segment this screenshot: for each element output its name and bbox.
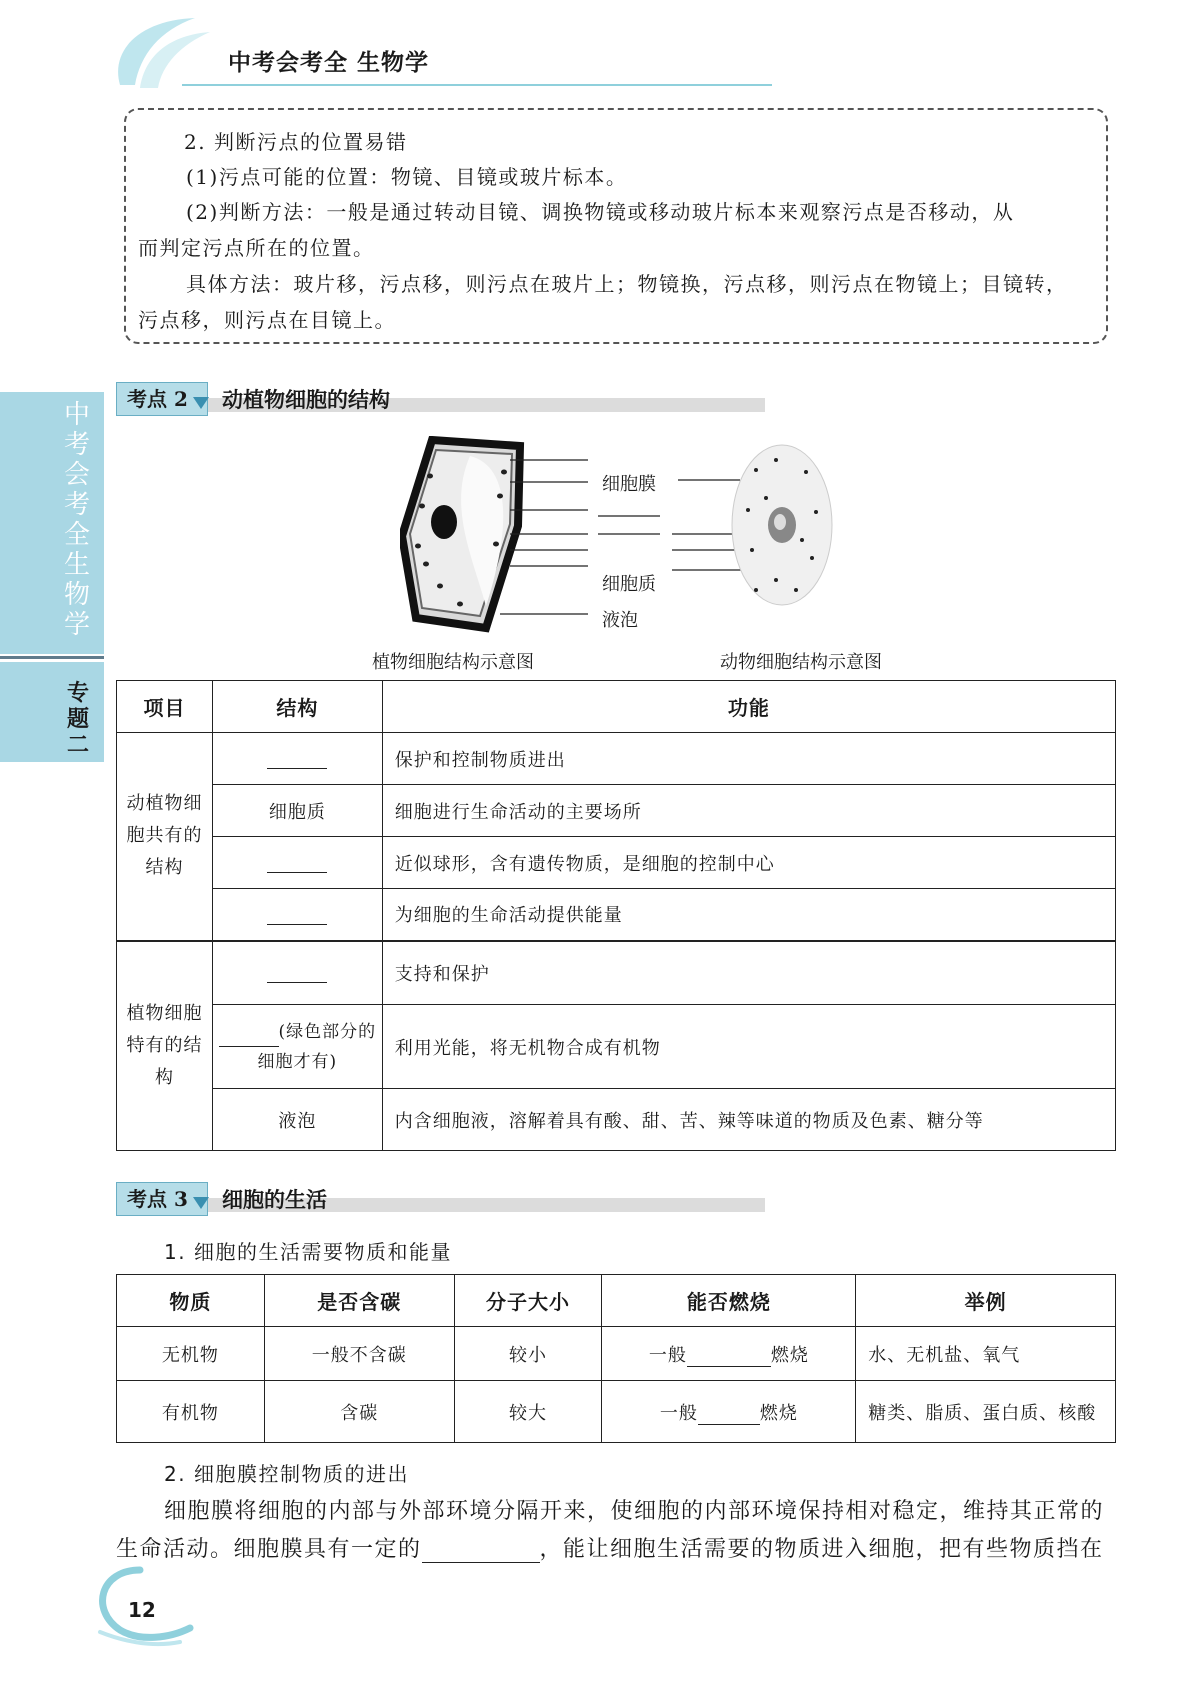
header-title: 中考会考全 生物学 (228, 49, 430, 76)
section2-tag-text: 考点 2 (127, 387, 188, 411)
function-cell: 支持和保护 (382, 941, 1115, 1005)
col-header-burn: 能否燃烧 (602, 1275, 856, 1327)
structure-cell: 细胞质 (212, 785, 382, 837)
col-header-structure: 结构 (212, 681, 382, 733)
function-cell: 内含细胞液，溶解着具有酸、甜、苦、辣等味道的物质及色素、糖分等 (382, 1089, 1115, 1151)
function-cell: 近似球形，含有遗传物质，是细胞的控制中心 (382, 837, 1115, 889)
animal-cell-diagram (726, 440, 838, 610)
burn-prefix: 一般 (648, 1344, 687, 1366)
function-cell: 利用光能，将无机物合成有机物 (382, 1005, 1115, 1089)
col-header-function: 功能 (382, 681, 1115, 733)
substance-table (116, 1274, 1116, 1443)
section2-title: 动植物细胞的结构 (222, 387, 390, 412)
paragraph-line-2 (116, 1532, 1104, 1563)
burn-suffix: 燃烧 (770, 1344, 809, 1366)
side-tab-chapter: 专题二 (66, 680, 89, 758)
cell-structure-table (116, 680, 1116, 1151)
function-cell: 为细胞的生命活动提供能量 (382, 889, 1115, 941)
group-plant-only: 植物细胞特有的结构 (117, 941, 213, 1151)
col-header-item: 项目 (117, 681, 213, 733)
answer-blank[interactable] (422, 1540, 540, 1563)
substance-name: 有机物 (117, 1381, 265, 1443)
note-line-1: 2. 判断污点的位置易错 (184, 130, 408, 154)
burn-prefix: 一般 (659, 1402, 698, 1424)
side-tab-book: 中考会考全 生物学 (63, 400, 90, 640)
col-header-example: 举例 (856, 1275, 1116, 1327)
burn-suffix: 燃烧 (759, 1402, 798, 1424)
section3-sub2: 2. 细胞膜控制物质的进出 (164, 1462, 409, 1486)
plant-cell-caption: 植物细胞结构示意图 (372, 652, 534, 673)
answer-blank[interactable] (267, 906, 327, 925)
structure-cell (212, 733, 382, 785)
animal-cell-caption: 动物细胞结构示意图 (720, 652, 882, 673)
carbon-cell: 含碳 (264, 1381, 454, 1443)
col-header-substance: 物质 (117, 1275, 265, 1327)
example-cell: 糖类、脂质、蛋白质、核酸 (856, 1381, 1116, 1443)
section2-tag (116, 382, 208, 416)
answer-blank[interactable] (687, 1348, 771, 1367)
structure-cell (212, 837, 382, 889)
note-line-2: (1)污点可能的位置：物镜、目镜或玻片标本。 (186, 165, 628, 189)
label-vacuole: 液泡 (602, 610, 638, 631)
paragraph-line-1: 细胞膜将细胞的内部与外部环境分隔开来，使细胞的内部环境保持相对稳定，维持其正常的 (164, 1499, 1105, 1524)
col-header-size: 分子大小 (454, 1275, 602, 1327)
paragraph-line-2-a: 生命活动。细胞膜具有一定的 (116, 1537, 422, 1562)
label-cytoplasm: 细胞质 (602, 574, 656, 595)
section3-tag-text: 考点 3 (127, 1187, 188, 1211)
note-line-5: 具体方法：玻片移，污点移，则污点在玻片上；物镜换，污点移，则污点在物镜上；目镜转， (186, 272, 1068, 296)
group-shared: 动植物细胞共有的结构 (117, 733, 213, 941)
burn-cell (602, 1381, 856, 1443)
function-cell: 细胞进行生命活动的主要场所 (382, 785, 1115, 837)
col-header-carbon: 是否含碳 (264, 1275, 454, 1327)
header-leaf-ornament (100, 10, 220, 90)
size-cell: 较大 (454, 1381, 602, 1443)
structure-cell (212, 941, 382, 1005)
answer-blank[interactable] (267, 750, 327, 769)
answer-blank[interactable] (219, 1028, 279, 1047)
example-cell: 水、无机盐、氧气 (856, 1327, 1116, 1381)
section3-title: 细胞的生活 (222, 1187, 327, 1212)
substance-name: 无机物 (117, 1327, 265, 1381)
page-number: 12 (128, 1598, 156, 1622)
paragraph-line-2-b: ，能让细胞生活需要的物质进入细胞，把有些物质挡在 (539, 1537, 1104, 1562)
note-line-6: 污点移，则污点在目镜上。 (138, 308, 396, 332)
structure-cell (212, 889, 382, 941)
carbon-cell: 一般不含碳 (264, 1327, 454, 1381)
section3-sub1: 1. 细胞的生活需要物质和能量 (164, 1240, 452, 1264)
structure-cell: 液泡 (212, 1089, 382, 1151)
side-tab-divider (0, 656, 104, 659)
label-cell-membrane: 细胞膜 (602, 474, 656, 495)
answer-blank[interactable] (698, 1406, 760, 1425)
note-line-4: 而判定污点所在的位置。 (138, 236, 375, 260)
answer-blank[interactable] (267, 964, 327, 983)
section3-tag (116, 1182, 208, 1216)
size-cell: 较小 (454, 1327, 602, 1381)
structure-cell (212, 1005, 382, 1089)
function-cell: 保护和控制物质进出 (382, 733, 1115, 785)
header-rule (182, 84, 772, 86)
note-line-3: (2)判断方法：一般是通过转动目镜、调换物镜或移动玻片标本来观察污点是否移动，从 (186, 200, 1015, 224)
structure-note: (绿色部分的细胞才有) (257, 1021, 377, 1072)
answer-blank[interactable] (267, 854, 327, 873)
burn-cell (602, 1327, 856, 1381)
